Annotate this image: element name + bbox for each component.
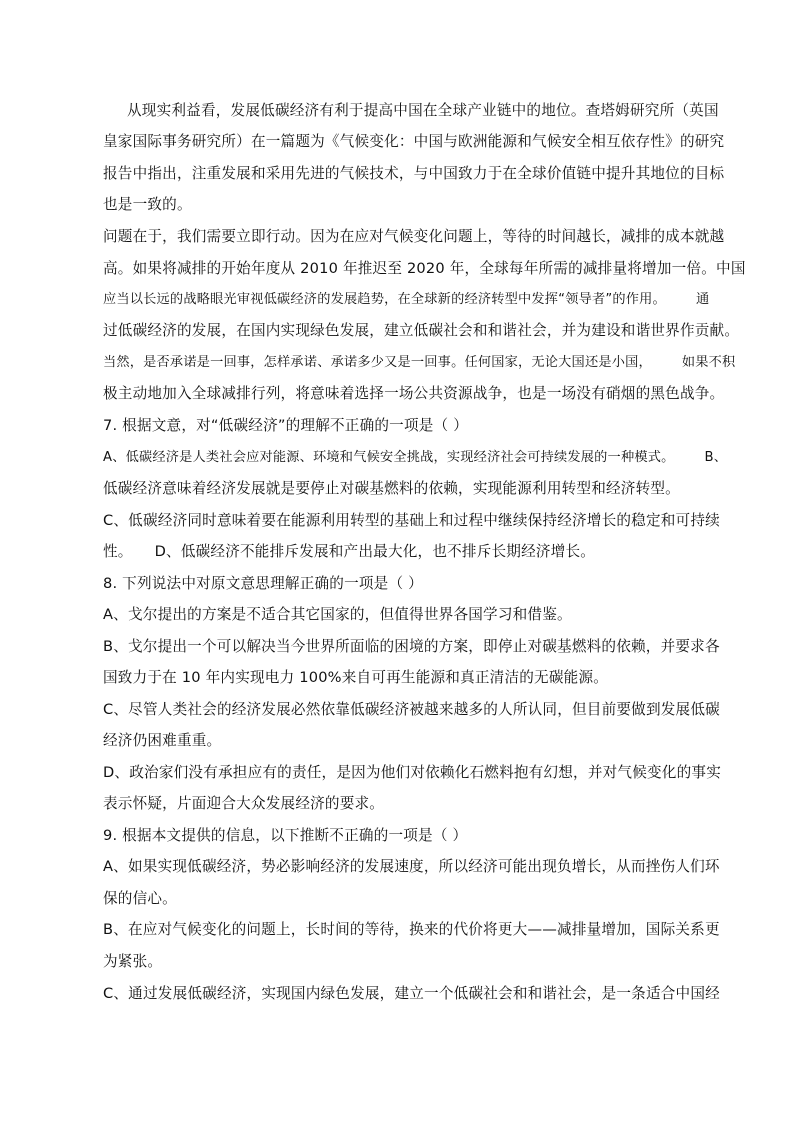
question-8-option-c-line-1: C、尽管人类社会的经济发展必然依靠低碳经济被越来越多的人所认同，但目前要做到发展低碳 [103, 701, 720, 718]
question-8-option-d-line-2: 表示怀疑，片面迎合大众发展经济的要求。 [103, 795, 385, 812]
question-9-option-a-line-1: A、如果实现低碳经济，势必影响经济的发展速度，所以经济可能出现负增长，从而挫伤人们环 [103, 858, 720, 875]
question-9-option-c-line-1: C、通过发展低碳经济，实现国内绿色发展，建立一个低碳社会和和谐社会，是一条适合中国经 [103, 985, 720, 1002]
question-8-option-b-line-2: 国致力于在 10 年内实现电力 100%来自可再生能源和真正清洁的无碳能源。 [103, 669, 609, 686]
question-7-line-a [103, 448, 727, 468]
paragraph-1-line-3: 报告中指出，注重发展和采用先进的气候技术，与中国致力于在全球价值链中提升其地位的目标 [103, 165, 725, 182]
question-7-stem: 7. 根据文意，对“低碳经济”的理解不正确的一项是（ ） [103, 417, 468, 434]
question-8-option-a: A、戈尔提出的方案是不适合其它国家的，但值得世界各国学习和借鉴。 [103, 606, 572, 623]
paragraph-1-line-2: 皇家国际事务研究所）在一篇题为《气候变化：中国与欧洲能源和气候安全相互依存性》的研究 [103, 133, 725, 150]
paragraph-2-line-5 [103, 353, 735, 373]
question-8-option-c-line-2: 经济仍困难重重。 [103, 732, 222, 749]
question-9-option-b-line-2: 为紧张。 [103, 953, 163, 970]
question-9-option-b-line-1: B、在应对气候变化的问题上，长时间的等待，换来的代价将更大——减排量增加，国际关系更 [103, 921, 720, 938]
question-8-option-d-line-1: D、政治家们没有承担应有的责任，是因为他们对依赖化石燃料抱有幻想，并对气候变化的事实 [103, 764, 721, 781]
question-7-option-a: A、低碳经济是人类社会应对能源、环境和气候安全挑战，实现经济社会可持续发展的一种模式。 [103, 450, 675, 465]
question-7-option-c-line-2: 性。 [103, 543, 133, 560]
paragraph-2-line-4: 过低碳经济的发展，在国内实现绿色发展，建立低碳社会和和谐社会，并为建设和谐世界作贡献。 [103, 322, 740, 339]
paragraph-2-line-5-tail: 如果不积 [681, 355, 736, 370]
paragraph-2-line-6: 极主动地加入全球减排行列，将意味着选择一场公共资源战争，也是一场没有硝烟的黑色战争。 [103, 385, 725, 402]
paragraph-1-line-4: 也是一致的。 [103, 196, 192, 213]
question-7-option-b-label: B、 [704, 450, 728, 465]
question-9-option-a-line-2: 保的信心。 [103, 890, 177, 907]
question-8-option-b-line-1: B、戈尔提出一个可以解决当今世界所面临的困境的方案，即停止对碳基燃料的依赖，并要求各 [103, 638, 720, 655]
paragraph-2-line-3 [103, 290, 709, 310]
paragraph-2-line-2: 高。如果将减排的开始年度从 2010 年推迟至 2020 年，全球每年所需的减排量将增加一倍。中国 [103, 260, 746, 277]
question-7-option-d: D、低碳经济不能排斥发展和产出最大化，也不排斥长期经济增长。 [154, 543, 596, 560]
question-7-option-c-line-1: C、低碳经济同时意味着要在能源利用转型的基础上和过程中继续保持经济增长的稳定和可持续 [103, 512, 720, 529]
question-7-option-b: 低碳经济意味着经济发展就是要停止对碳基燃料的依赖，实现能源利用转型和经济转型。 [103, 480, 680, 497]
paragraph-2-line-5-text: 当然，是否承诺是一回事，怎样承诺、承诺多少又是一回事。任何国家，无论大国还是小国， [103, 355, 652, 370]
question-7-line-cd [103, 542, 595, 562]
paragraph-2-line-3-text: 应当以长远的战略眼光审视低碳经济的发展趋势，在全球新的经济转型中发挥“领导者”的作用。 [103, 292, 666, 307]
paragraph-2-line-1: 问题在于，我们需要立即行动。因为在应对气候变化问题上，等待的时间越长，减排的成本就越 [103, 228, 725, 245]
paragraph-1-line-1: 从现实利益看，发展低碳经济有利于提高中国在全球产业链中的地位。查塔姆研究所（英国 [127, 102, 719, 119]
question-9-stem: 9. 根据本文提供的信息，以下推断不正确的一项是（ ） [103, 827, 468, 844]
paragraph-2-line-3-tail: 通 [695, 292, 710, 307]
question-8-stem: 8. 下列说法中对原文意思理解正确的一项是（ ） [103, 575, 423, 592]
